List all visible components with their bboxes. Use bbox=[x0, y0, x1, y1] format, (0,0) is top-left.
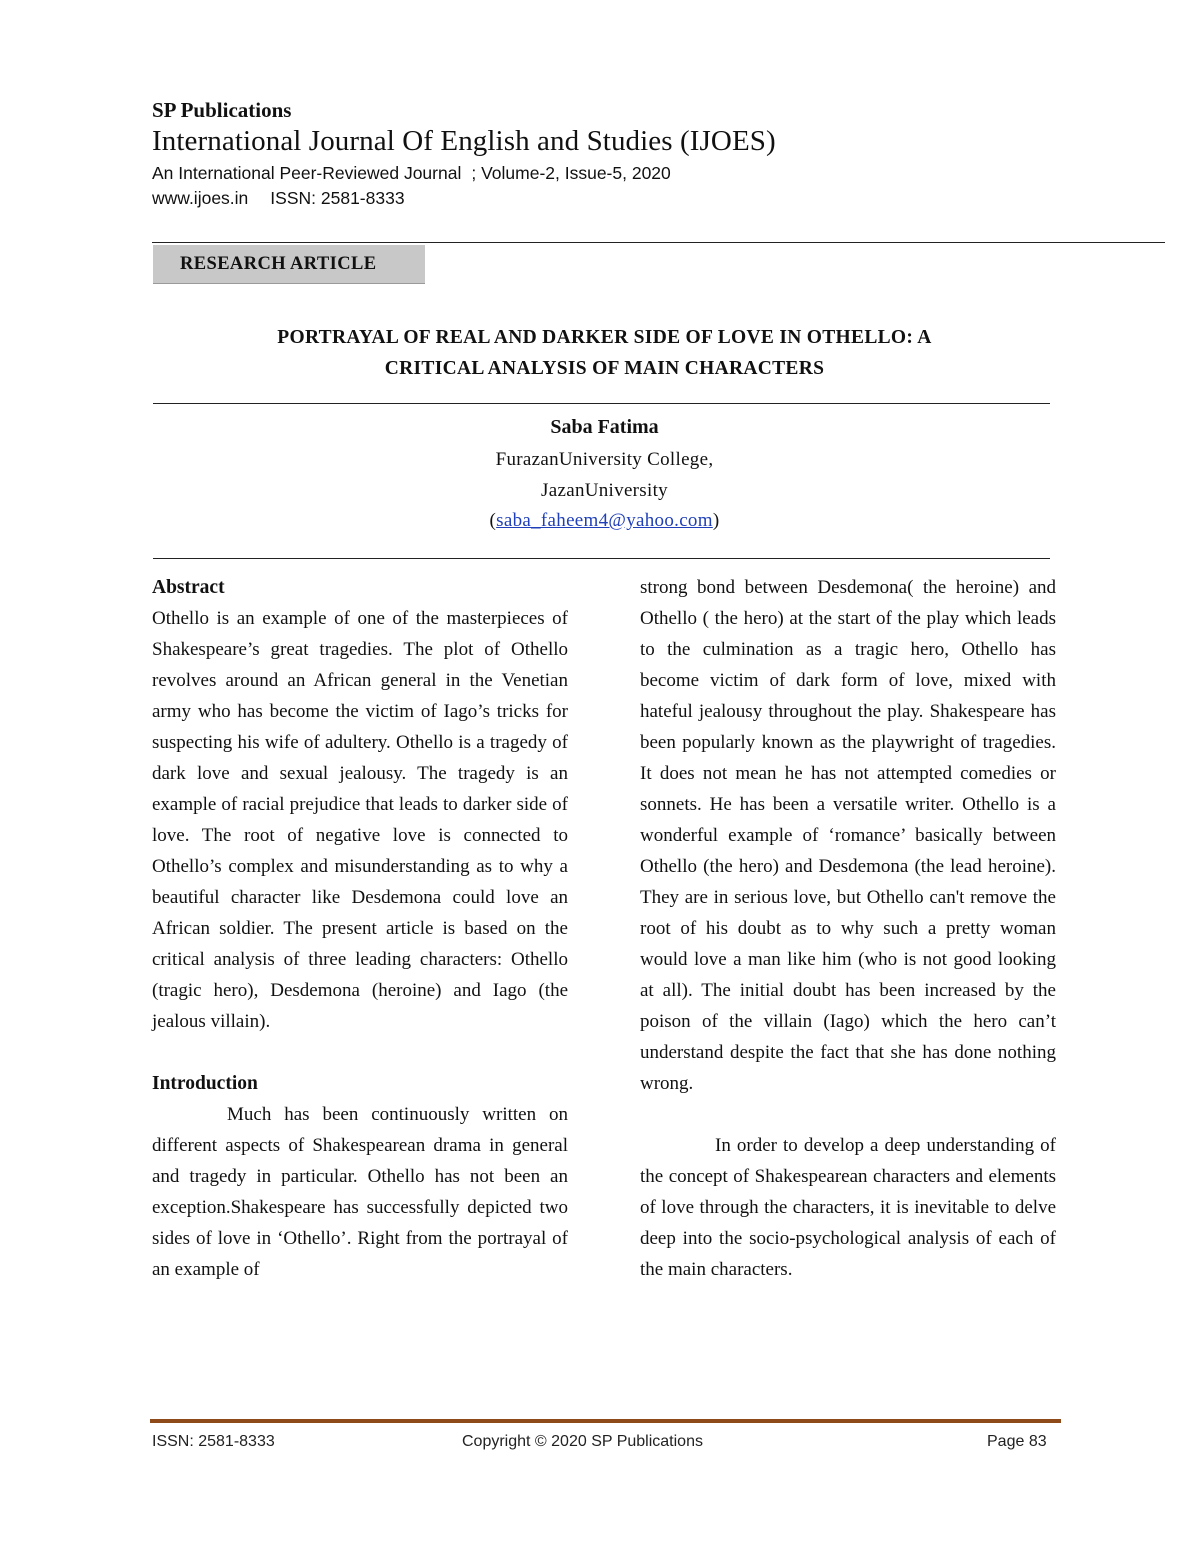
peer-reviewed-label: An International Peer-Reviewed Journal bbox=[152, 163, 462, 183]
paragraph-spacer bbox=[640, 1099, 1056, 1130]
header-divider bbox=[152, 242, 1165, 243]
footer-copyright: Copyright © 2020 SP Publications bbox=[462, 1433, 703, 1450]
title-separator bbox=[153, 403, 1050, 404]
email-close-paren: ) bbox=[712, 510, 720, 531]
footer-divider bbox=[150, 1419, 1061, 1423]
author-separator bbox=[153, 558, 1050, 559]
abstract-text: Othello is an example of one of the masterpieces of Shakespeare’s great tragedies. The plot of Othello revolves around an African general in the Venetian army who has become the victim of Iago’s tricks for suspecting his wife of adultery. Othello is a tragedy of dark love and sexual jealousy. The tragedy is an example of racial prejudice that leads to darker side of love. The root of negative love is connected to Othello’s complex and misunderstanding as to why a beautiful character like Desdemona could love an African soldier. The present article is based on the critical analysis of three leading characters: Othello (tragic hero), Desdemona (heroine) and Iago (the jealous villain). bbox=[152, 608, 568, 1032]
footer-page-number: Page 83 bbox=[987, 1433, 1047, 1450]
publisher-name: SP Publications bbox=[152, 98, 292, 122]
email-open-paren: ( bbox=[489, 510, 497, 531]
article-title-line-1: PORTRAYAL OF REAL AND DARKER SIDE OF LOVE IN OTHELLO: A bbox=[277, 327, 932, 348]
article-title-line-2: CRITICAL ANALYSIS OF MAIN CHARACTERS bbox=[384, 358, 825, 379]
journal-website[interactable]: www.ijoes.in bbox=[152, 188, 249, 208]
introduction-heading: Introduction bbox=[152, 1073, 258, 1094]
abstract-heading: Abstract bbox=[152, 577, 225, 598]
left-column bbox=[152, 572, 568, 1285]
author-email-link[interactable]: saba_faheem4@yahoo.com bbox=[496, 510, 713, 531]
author-email-line bbox=[152, 510, 1057, 532]
footer-issn: ISSN: 2581-8333 bbox=[152, 1433, 275, 1450]
section-spacer bbox=[152, 1037, 568, 1068]
body-paragraph-1: strong bond between Desdemona( the heroine) and Othello ( the hero) at the start of the play which leads to the culmination as a tragic hero, Othello has become victim of dark form of love, mixed with hateful jealousy throughout the play. Shakespeare has been popularly known as the playwright of tragedies. It does not mean he has not attempted comedies or sonnets. He has been a versatile writer. Othello is a wonderful example of ‘romance’ basically between Othello (the hero) and Desdemona (the lead heroine). They are in serious love, but Othello can't remove the root of his doubt as to why such a pretty woman would love a man like him (who is not good looking at all). The initial doubt has been increased by the poison of the villain (Iago) which the hero can’t understand despite the fact that she has done nothing wrong. bbox=[640, 577, 1056, 1094]
body-paragraph-2: In order to develop a deep understanding of the concept of Shakespearean characters and elements of love through the characters, it is inevitable to delve deep into the socio-psychological analysis of each of the main characters. bbox=[640, 1135, 1056, 1280]
author-affiliation-college: FurazanUniversity College, bbox=[495, 449, 714, 470]
journal-title: International Journal Of English and Studies (IJOES) bbox=[152, 125, 776, 157]
journal-subtitle bbox=[152, 163, 671, 184]
volume-issue: ; Volume-2, Issue-5, 2020 bbox=[471, 163, 671, 183]
right-column bbox=[640, 572, 1056, 1285]
introduction-text: Much has been continuously written on different aspects of Shakespearean drama in general and tragedy in particular. Othello has not been an exception.Shakespeare has successfully depicted two sides of love in ‘Othello’. Right from the portrayal of an example of bbox=[152, 1104, 568, 1280]
article-title bbox=[152, 322, 1057, 384]
journal-meta bbox=[152, 188, 405, 209]
journal-issn: ISSN: 2581-8333 bbox=[270, 188, 405, 208]
author-name: Saba Fatima bbox=[550, 416, 659, 438]
article-type-badge: RESEARCH ARTICLE bbox=[153, 245, 425, 284]
author-affiliation-university: JazanUniversity bbox=[541, 480, 668, 501]
